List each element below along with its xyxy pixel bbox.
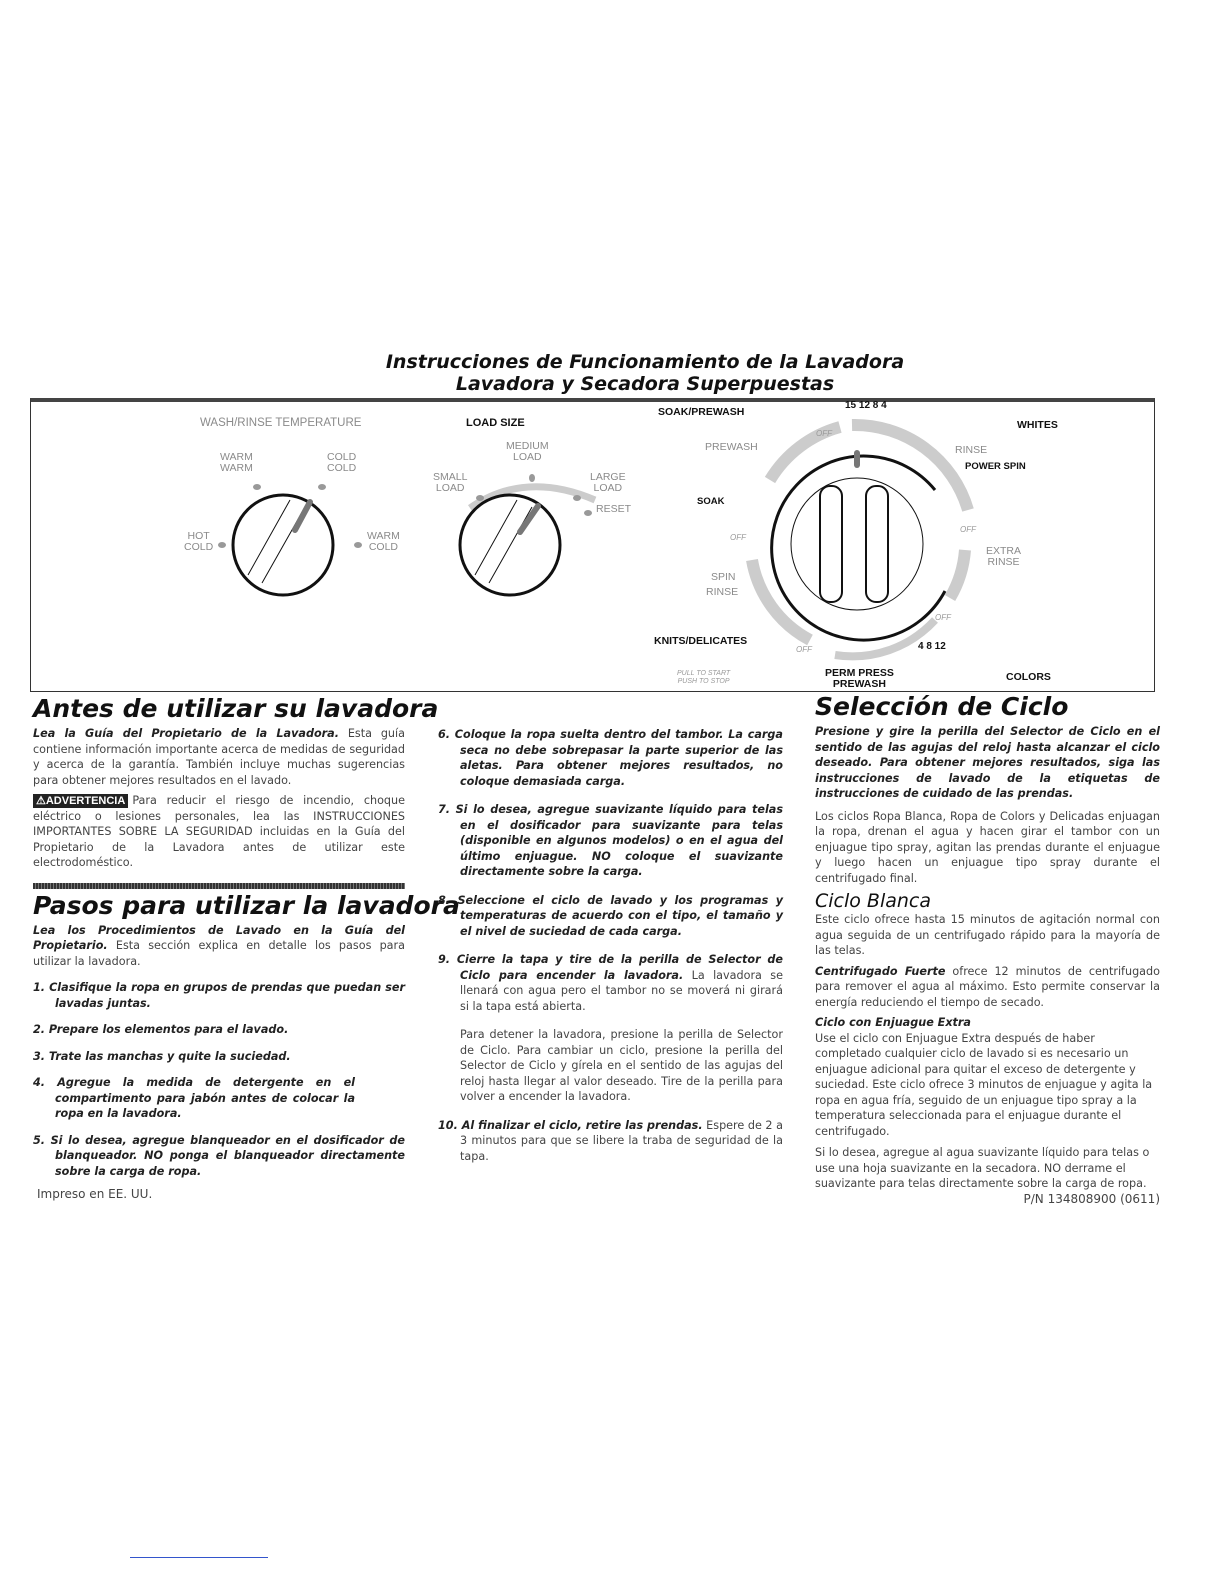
emphasis: Lea la Guía del Propietario de la Lavadora. bbox=[33, 727, 339, 740]
label: PULL TO START bbox=[677, 670, 731, 677]
option-hot-cold bbox=[184, 531, 213, 553]
label: LOAD bbox=[513, 451, 542, 463]
label: LARGE bbox=[590, 471, 626, 483]
pull-to-start-label bbox=[677, 670, 730, 686]
temperature-title: WASH/RINSE TEMPERATURE bbox=[200, 417, 362, 429]
label: MEDIUM bbox=[506, 440, 549, 452]
load-size-dial bbox=[460, 474, 595, 595]
option-cold-cold bbox=[327, 452, 356, 474]
step-item: 1. Clasifique la ropa en grupos de prendas que puedan ser lavadas juntas. bbox=[33, 981, 405, 1010]
label: PREWASH bbox=[832, 678, 886, 690]
perm-press-label bbox=[825, 668, 894, 690]
step-item: 8. Seleccione el ciclo de lavado y los programas y temperaturas de acuerdo con el tipo, el tamaño y el nivel de suciedad de cada carga. bbox=[438, 893, 783, 938]
label: PERM PRESS bbox=[825, 667, 894, 679]
whites-times: 15 12 8 4 bbox=[845, 400, 887, 411]
option-medium-load bbox=[506, 441, 549, 463]
option-warm-warm bbox=[220, 452, 253, 474]
footer-line bbox=[130, 1557, 268, 1558]
section-heading: Selección de Ciclo bbox=[815, 692, 1069, 721]
paragraph: ofrece 12 minutos de centrifugado para remover el agua al máximo. Esto permite conservar la energía reduciendo el tiempo de secado. bbox=[815, 964, 1160, 1009]
paragraph: Los ciclos Ropa Blanca, Ropa de Colors y Delicadas enjuagan la ropa, drenan el agua y hacen girar el tambor con un enjuague tipo spray, agitan las prendas durante el enjuague y luego hacen un enjuague tipo spray durante el centrifugado final. bbox=[815, 809, 1160, 885]
soak-label: SOAK bbox=[697, 496, 725, 507]
right-column bbox=[815, 692, 1160, 1207]
section-heading: Pasos para utilizar la lavadora bbox=[33, 890, 460, 920]
emphasis: Centrifugado Fuerte bbox=[815, 964, 946, 978]
page-subtitle: Lavadora y Secadora Superpuestas bbox=[455, 373, 835, 395]
extra-rinse-label bbox=[986, 546, 1021, 568]
soak-prewash-label: SOAK/PREWASH bbox=[658, 406, 745, 418]
load-size-title: LOAD SIZE bbox=[466, 417, 525, 429]
part-number: P/N 134808900 (0611) bbox=[1023, 1191, 1160, 1206]
page-title: Instrucciones de Funcionamiento de la Lavadora bbox=[385, 351, 905, 373]
label: RINSE bbox=[987, 556, 1020, 568]
warning-text: Para reducir el riesgo de incendio, choque eléctrico o lesiones personales, lea las INSTRUCCIONES IMPORTANTES SOBRE LA SEGURIDAD incluidas en la Guía del Propietario de la Lavadora antes de utilizar este electrodoméstico. bbox=[33, 794, 405, 869]
dial-drawings bbox=[0, 0, 1224, 700]
colors-times: 4 8 12 bbox=[918, 641, 946, 652]
paragraph: Espere de 2 a 3 minutos para que se libere la traba de seguridad de la tapa. bbox=[460, 1118, 783, 1163]
off-label: OFF bbox=[960, 525, 976, 534]
step-item: 4. Agregue la medida de detergente en el compartimento para jabón antes de colocar la ropa en la lavadora. bbox=[33, 1076, 355, 1120]
label: WARM bbox=[220, 451, 253, 463]
option-large-load bbox=[590, 472, 626, 494]
step-item: 7. Si lo desea, agregue suavizante líquido para telas en el dosificador para suavizante para telas (disponible en algunos modelos) o en el agua del último enjuague. NO coloque el suavizante directamente sobre la carga. bbox=[438, 803, 783, 878]
label: LOAD bbox=[593, 482, 623, 494]
step-item: 10. Al finalizar el ciclo, retire las prendas. bbox=[438, 1118, 703, 1132]
off-label: OFF bbox=[816, 429, 832, 438]
label: WARM bbox=[220, 462, 253, 474]
label: SMALL bbox=[433, 471, 468, 483]
off-label: OFF bbox=[730, 533, 746, 542]
temperature-dial bbox=[218, 484, 362, 595]
off-label: OFF bbox=[796, 645, 812, 654]
intro: Presione y gire la perilla del Selector de Ciclo en el sentido de las agujas del reloj hasta alcanzar el ciclo deseado. Para obtener mejores resultados, siga las instrucciones de lavado de la etiquetas de instrucciones de cuidado de las prendas. bbox=[815, 725, 1160, 800]
knits-delicates-label: KNITS/DELICATES bbox=[654, 635, 748, 647]
paragraph: Para detener la lavadora, presione la perilla de Selector de Ciclo. Para cambiar un ciclo, presione la perilla del Selector de Ciclo y gírela en el sentido de las agujas del reloj hasta llegar al valor deseado. Tire de la perilla para volver a encender la lavadora. bbox=[460, 1028, 783, 1103]
paragraph: La lavadora se llenará con agua pero el tambor no se moverá ni girará si la tapa está abierta. bbox=[460, 968, 784, 1013]
label: PUSH TO STOP bbox=[677, 678, 730, 685]
rinse-label: RINSE bbox=[955, 444, 988, 456]
subheading: Ciclo con Enjuague Extra bbox=[815, 1016, 971, 1029]
subheading: Ciclo Blanca bbox=[815, 890, 932, 912]
label: COLD bbox=[327, 462, 357, 474]
rinse-label-2: RINSE bbox=[706, 586, 739, 598]
paragraph: Si lo desea, agregue al agua suavizante líquido para telas o use una hoja suavizante en la secadora. NO derrame el suavizante para telas directamente sobre la carga de ropa. bbox=[815, 1146, 1150, 1190]
off-label: OFF bbox=[935, 613, 951, 622]
step-item: 6. Coloque la ropa suelta dentro del tambor. La carga seca no debe sobrepasar la parte superior de las aletas. Para obtener mejores resultados, no coloque demasiada carga. bbox=[438, 728, 783, 788]
label: COLD bbox=[184, 541, 214, 553]
label: WARM bbox=[367, 530, 400, 542]
label: COLD bbox=[327, 451, 357, 463]
whites-label: WHITES bbox=[1017, 419, 1058, 431]
step-item: 9. Cierre la tapa y tire de la perilla de Selector de Ciclo para encender la lavadora. bbox=[438, 953, 783, 982]
spin-label: SPIN bbox=[711, 571, 736, 583]
label: COLD bbox=[368, 541, 399, 553]
section-heading: Antes de utilizar su lavadora bbox=[33, 694, 439, 723]
middle-column bbox=[438, 727, 783, 1164]
paragraph: Este ciclo ofrece hasta 15 minutos de agitación normal con agua seguida de un centrifugado rápido para la mayoría de las telas. bbox=[815, 913, 1160, 957]
step-item: 5. Si lo desea, agregue blanqueador en el dosificador de blanqueador. NO ponga el blanqueador directamente sobre la carga de ropa. bbox=[33, 1133, 405, 1178]
label: LOAD bbox=[435, 482, 465, 494]
label: HOT bbox=[187, 530, 210, 542]
paragraph: Esta sección explica en detalle los pasos para utilizar la lavadora. bbox=[33, 939, 405, 968]
paragraph: Esta guía contiene información importante acerca de medidas de seguridad y acerca de la garantía. También incluye muchas sugerencias para obtener mejores resultados en el lavado. bbox=[33, 727, 405, 787]
warning-badge: ⚠ADVERTENCIA bbox=[33, 794, 128, 808]
printed-in: Impreso en EE. UU. bbox=[37, 1187, 153, 1201]
emphasis: Lea los Procedimientos de Lavado en la Guía del Propietario. bbox=[33, 923, 405, 952]
paragraph: Use el ciclo con Enjuague Extra después de haber completado cualquier ciclo de lavado si es necesario un enjuague adicional para quitar el exceso de detergente y suciedad. Este ciclo ofrece 3 minutos de enjuague y agita la ropa en agua fría, seguido de un enjuague tipo spray a la temperatura seleccionada para el enjuague durante el centrifugado. bbox=[815, 1031, 1153, 1138]
option-small-load bbox=[433, 472, 467, 494]
power-spin-label: POWER SPIN bbox=[965, 461, 1026, 472]
prewash-label: PREWASH bbox=[705, 441, 758, 453]
left-column bbox=[33, 694, 460, 1203]
option-reset: RESET bbox=[596, 503, 632, 515]
colors-label: COLORS bbox=[1006, 671, 1051, 683]
step-item: 2. Prepare los elementos para el lavado. bbox=[33, 1023, 289, 1036]
label: EXTRA bbox=[986, 545, 1022, 557]
option-warm-cold bbox=[367, 531, 400, 553]
step-item: 3. Trate las manchas y quite la suciedad. bbox=[33, 1049, 291, 1063]
divider-bar bbox=[33, 883, 405, 889]
